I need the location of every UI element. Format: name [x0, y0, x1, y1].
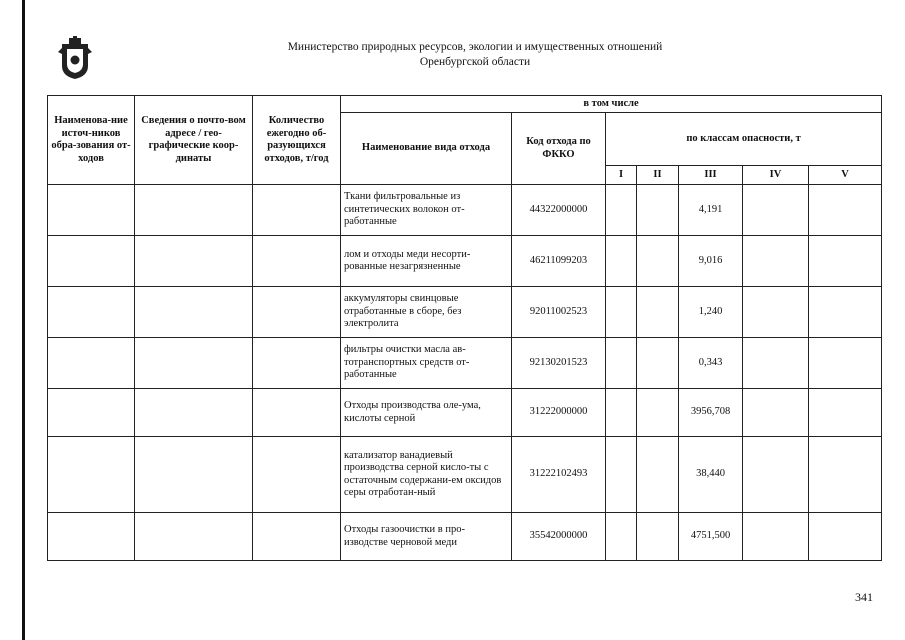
col-including-header: в том числе — [341, 96, 882, 113]
waste-code-cell: 31222102493 — [512, 437, 606, 513]
class-3-value-cell: 0,343 — [679, 338, 743, 389]
table-row — [48, 513, 882, 561]
waste-code-cell: 44322000000 — [512, 185, 606, 236]
waste-name-cell: аккумуляторы свинцовые отработанные в сборе, без электролита — [341, 287, 512, 338]
coat-of-arms-emblem — [58, 36, 92, 80]
table-row — [48, 389, 882, 437]
waste-name-cell: катализатор ванадиевый производства серной кисло-ты с остаточным содержани-ем оксидов серы отработан-ный — [341, 437, 512, 513]
class-2-header: II — [637, 166, 679, 185]
col-address-header: Сведения о почто-вом адресе / гео-графические коор-динаты — [135, 96, 253, 185]
class-3-value-cell: 9,016 — [679, 236, 743, 287]
waste-code-cell: 92130201523 — [512, 338, 606, 389]
document-header — [200, 40, 750, 70]
waste-name-cell: Отходы производства оле-ума, кислоты серной — [341, 389, 512, 437]
col-code-header: Код отхода по ФККО — [512, 113, 606, 185]
class-5-header: V — [809, 166, 882, 185]
class-1-header: I — [606, 166, 637, 185]
waste-code-cell: 31222000000 — [512, 389, 606, 437]
class-3-value-cell: 38,440 — [679, 437, 743, 513]
page-edge-line — [22, 0, 25, 640]
page-number: 341 — [855, 590, 873, 604]
table-row — [48, 287, 882, 338]
waste-sources-table — [47, 95, 882, 561]
waste-name-cell: Отходы газоочистки в про-изводстве черновой меди — [341, 513, 512, 561]
col-waste-name-header: Наименование вида отхода — [341, 113, 512, 185]
waste-code-cell: 35542000000 — [512, 513, 606, 561]
class-3-value-cell: 4751,500 — [679, 513, 743, 561]
col-quantity-header: Количество ежегодно об-разующихся отходов, т/год — [253, 96, 341, 185]
waste-name-cell: Ткани фильтровальные из синтетических волокон от-работанные — [341, 185, 512, 236]
waste-name-cell: лом и отходы меди несорти-рованные незагрязненные — [341, 236, 512, 287]
header-line-region: Оренбургской области — [419, 56, 531, 68]
waste-code-cell: 46211099203 — [512, 236, 606, 287]
waste-code-cell: 92011002523 — [512, 287, 606, 338]
class-4-header: IV — [743, 166, 809, 185]
class-3-value-cell: 1,240 — [679, 287, 743, 338]
waste-name-cell: фильтры очистки масла ав-тотранспортных средств от-работанные — [341, 338, 512, 389]
table-row — [48, 338, 882, 389]
class-3-header: III — [679, 166, 743, 185]
class-3-value-cell: 3956,708 — [679, 389, 743, 437]
class-3-value-cell: 4,191 — [679, 185, 743, 236]
table-row — [48, 185, 882, 236]
col-source-header: Наименова-ние источ-ников обра-зования от-ходов — [48, 96, 135, 185]
table-row — [48, 437, 882, 513]
table-row — [48, 236, 882, 287]
header-line-ministry: Министерство природных ресурсов, экологии и имущественных отношений — [287, 41, 663, 53]
col-classes-header: по классам опасности, т — [606, 113, 882, 166]
